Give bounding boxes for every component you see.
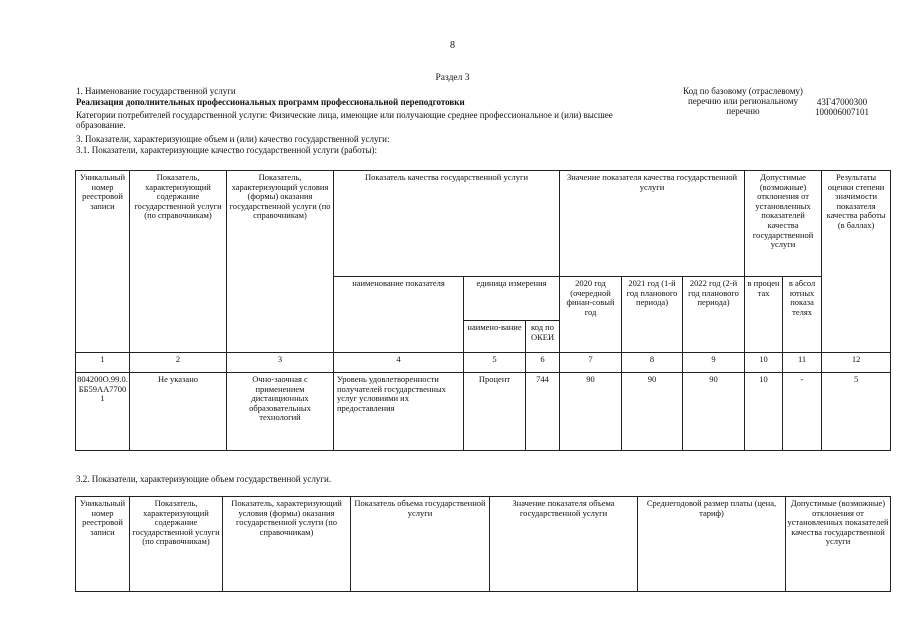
code-value-1: 43Г47000300 — [816, 97, 868, 107]
cell-value-2021: 90 — [622, 373, 683, 451]
service-name-label: 1. Наименование государственной услуги — [76, 86, 236, 96]
th-deviation-absolute: в абсол ютных показа телях — [783, 277, 822, 353]
th-score-result: Результаты оценки степени значимости показателя качества работы (в баллах) — [822, 171, 891, 353]
column-number: 1 — [76, 353, 130, 373]
th-year-2022: 2022 год (2-й год планового периода) — [683, 277, 745, 353]
th-allowed-deviation: Допустимые (возможные) отклонения от установленных показателей качества государственной услуги — [786, 497, 891, 592]
section-title: Раздел 3 — [435, 73, 470, 83]
th-unit: единица измерения — [464, 277, 560, 321]
cell-indicator-name: Уровень удовлетворенности получателей государственных услуг условиями их предоставления — [334, 373, 464, 451]
th-registry-number: Уникальный номер реестровой записи — [76, 497, 130, 592]
cell-value-2022: 90 — [683, 373, 745, 451]
th-average-fee: Среднегодовой размер платы (цена, тариф) — [638, 497, 786, 592]
th-year-2021: 2021 год (1-й год планового периода) — [622, 277, 683, 353]
th-quality-value: Значение показателя качества государственной услуги — [560, 171, 745, 277]
code-value-2: 100006007101 — [815, 107, 869, 117]
column-number: 4 — [334, 353, 464, 373]
service-name: Реализация дополнительных профессиональных программ профессиональной переподготовки — [76, 97, 465, 107]
th-conditions-indicator: Показатель, характеризующий условия (формы) оказания государственной услуги (по справочникам) — [223, 497, 351, 592]
th-conditions-indicator: Показатель, характеризующий условия (формы) оказания государственной услуги (по справочникам) — [227, 171, 334, 353]
th-volume-indicator: Показатель объема государственной услуги — [351, 497, 490, 592]
volume-quality-label: 3. Показатели, характеризующие объем и (или) качество государственной услуги: — [76, 134, 390, 144]
column-number: 2 — [130, 353, 227, 373]
page-number: 8 — [450, 40, 455, 51]
th-okei-code: код по ОКЕИ — [526, 321, 560, 353]
th-deviation-percent: в процен тах — [745, 277, 783, 353]
column-number: 6 — [526, 353, 560, 373]
th-volume-value: Значение показателя объема государственной услуги — [490, 497, 638, 592]
cell-value-2020: 90 — [560, 373, 622, 451]
cell-okei-code: 744 — [526, 373, 560, 451]
column-number: 5 — [464, 353, 526, 373]
th-registry-number: Уникальный номер реестровой записи — [76, 171, 130, 353]
column-number: 9 — [683, 353, 745, 373]
quality-indicators-table — [75, 170, 891, 451]
cell-score: 5 — [822, 373, 891, 451]
cell-registry-number: 804200О.99.0.ББ59АА77001 — [76, 373, 130, 451]
cell-conditions: Очно-заочная с применением дистанционных образовательных технологий — [227, 373, 334, 451]
th-indicator-name: наименование показателя — [334, 277, 464, 353]
column-number: 8 — [622, 353, 683, 373]
base-list-code-value — [807, 97, 877, 117]
table-row — [76, 373, 891, 451]
column-number: 12 — [822, 353, 891, 373]
base-list-code-label: Код по базовому (отраслевому) перечню или региональному перечню — [683, 86, 803, 116]
cell-unit-name: Процент — [464, 373, 526, 451]
th-allowed-deviation: Допустимые (возможные) отклонения от установленных показателей качества государственной услуги — [745, 171, 822, 277]
column-number: 10 — [745, 353, 783, 373]
column-number: 11 — [783, 353, 822, 373]
cell-content: Не указано — [130, 373, 227, 451]
consumers-text: Категории потребителей государственной услуги: Физические лица, имеющие или получающие среднее профессиональное и (или) высшее образование. — [76, 110, 613, 130]
th-content-indicator: Показатель, характеризующий содержание государственной услуги (по справочникам) — [130, 497, 223, 592]
cell-deviation-percent: 10 — [745, 373, 783, 451]
th-content-indicator: Показатель, характеризующий содержание государственной услуги (по справочникам) — [130, 171, 227, 353]
column-number: 7 — [560, 353, 622, 373]
volume-label: 3.2. Показатели, характеризующие объем государственной услуги. — [76, 474, 332, 484]
th-quality-indicator: Показатель качества государственной услуги — [334, 171, 560, 277]
column-number: 3 — [227, 353, 334, 373]
quality-label: 3.1. Показатели, характеризующие качество государственной услуги (работы): — [76, 145, 378, 155]
volume-indicators-table — [75, 496, 891, 592]
column-number-row — [76, 353, 891, 373]
th-unit-name: наимено-вание — [464, 321, 526, 353]
cell-deviation-absolute: - — [783, 373, 822, 451]
th-year-2020: 2020 год (очередной финан-совый год — [560, 277, 622, 353]
